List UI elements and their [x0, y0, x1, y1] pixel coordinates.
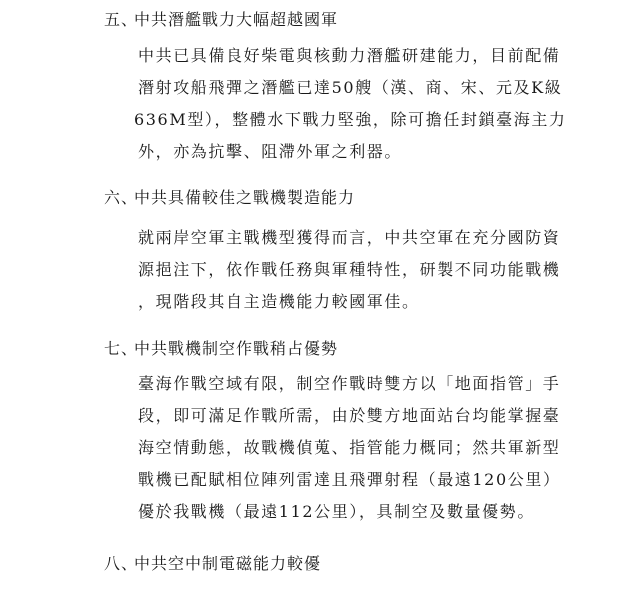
section-7-paragraph [138, 368, 561, 528]
section-7-number: 七、 [104, 339, 139, 358]
section-5-title: 中共潛艦戰力大幅超越國軍 [134, 10, 339, 29]
section-5-number: 五、 [104, 10, 139, 29]
section-6-title: 中共具備較佳之戰機製造能力 [134, 188, 356, 207]
section-7-heading [104, 338, 338, 360]
section-6-line-1: 就兩岸空軍主戰機型獲得而言，中共空軍在充分國防資 [138, 228, 561, 247]
section-5-heading [104, 9, 338, 31]
section-5-line-1: 中共已具備良好柴電與核動力潛艦研建能力，目前配備 [138, 46, 561, 65]
section-5-line-4: 外，亦為抗擊、阻滯外軍之利器。 [138, 142, 403, 161]
section-5-line-2: 潛射攻船飛彈之潛艦已達50艘（漢、商、宋、元及K級 [138, 78, 563, 97]
section-6-paragraph [138, 222, 561, 318]
section-7-line-5: 優於我戰機（最遠112公里），具制空及數量優勢。 [138, 502, 535, 521]
section-6-heading [104, 187, 355, 209]
section-7-line-4: 戰機已配賦相位陣列雷達且飛彈射程（最遠120公里） [138, 470, 561, 489]
section-8-heading [104, 553, 321, 575]
section-6-line-3: ，現階段其自主造機能力較國軍佳。 [138, 292, 420, 311]
section-5-paragraph [134, 40, 567, 168]
section-7-line-2: 段，即可滿足作戰所需，由於雙方地面站台均能掌握臺 [138, 406, 561, 425]
section-5-line-3: 636M型），整體水下戰力堅強，除可擔任封鎖臺海主力 [134, 110, 567, 129]
section-8-title: 中共空中制電磁能力較優 [134, 554, 322, 573]
section-7-line-1: 臺海作戰空域有限，制空作戰時雙方以「地面指管」手 [138, 374, 561, 393]
section-7-line-3: 海空情動態，故戰機偵蒐、指管能力概同；然共軍新型 [138, 438, 561, 457]
section-6-line-2: 源挹注下，依作戰任務與軍種特性，研製不同功能戰機 [138, 260, 561, 279]
section-8-number: 八、 [104, 554, 139, 573]
section-6-number: 六、 [104, 188, 139, 207]
section-7-title: 中共戰機制空作戰稍占優勢 [134, 339, 339, 358]
